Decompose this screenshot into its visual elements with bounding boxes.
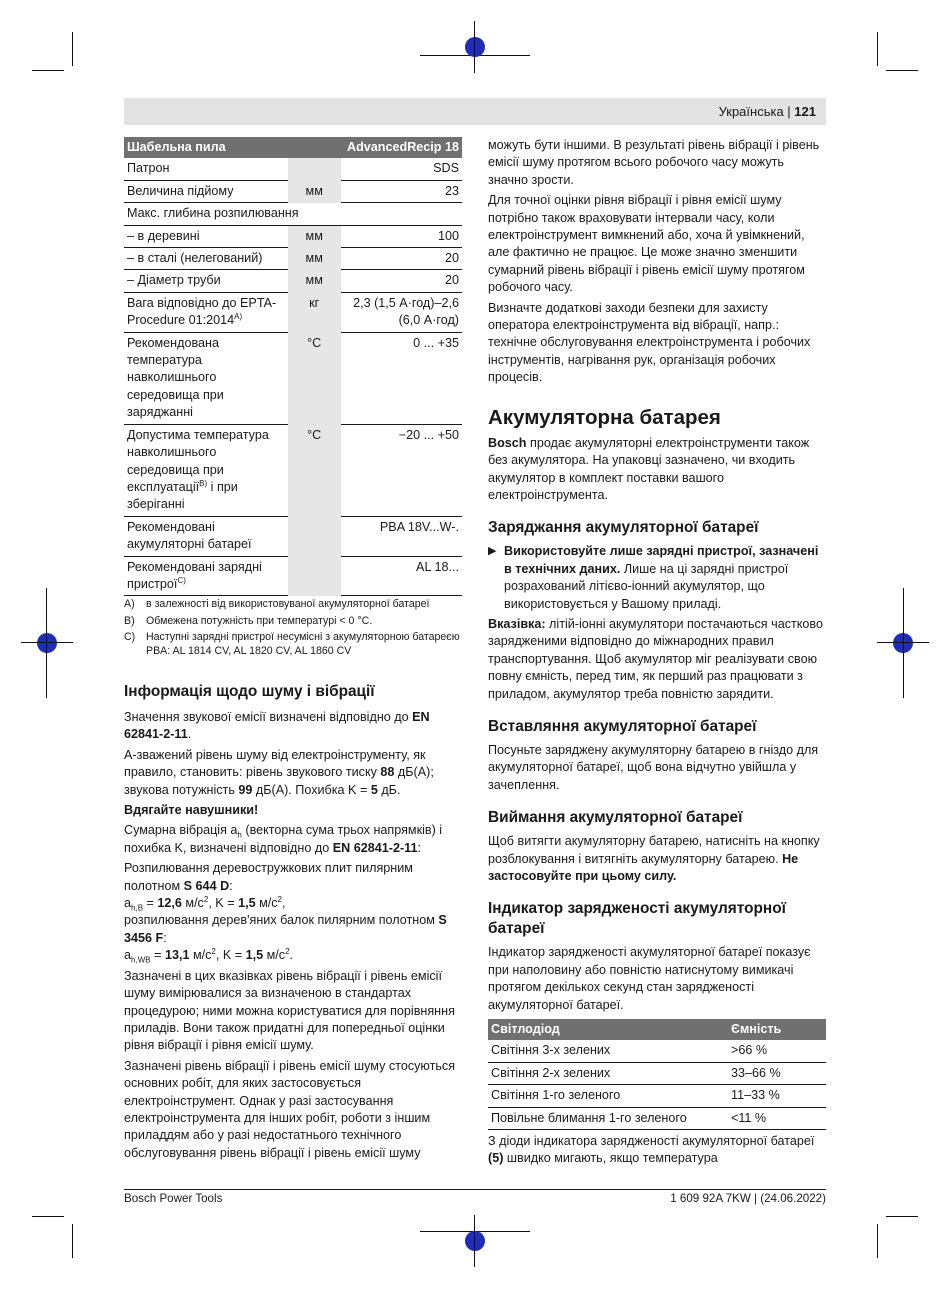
registration-mark-icon bbox=[37, 633, 57, 653]
page-header bbox=[124, 98, 826, 125]
footer-doc-id: 1 609 92A 7KW | (24.06.2022) bbox=[670, 1192, 826, 1205]
registration-line bbox=[46, 588, 47, 698]
noise-section bbox=[124, 682, 462, 1165]
table-row bbox=[488, 1040, 826, 1062]
page-number: 121 bbox=[794, 104, 816, 119]
footnote-text: в залежності від використовуваної акумуляторної батареї bbox=[146, 598, 430, 610]
spec-unit: мм bbox=[288, 248, 341, 270]
right-column bbox=[488, 137, 826, 1017]
section-heading: Виймання акумуляторної батареї bbox=[488, 809, 743, 827]
footnote bbox=[124, 615, 462, 629]
spec-label: Рекомендована температура навколишнього середовища при заряджанні bbox=[124, 332, 288, 424]
paragraph: A-зважений рівень шуму від електроінструменту, як правило, становить: рівень звукового тиску 88 дБ(A); звукова потужність 99 дБ(A). Похибка K = 5 дБ. bbox=[124, 747, 434, 797]
spec-label-text: Допустима температура навколишнього середовища при експлуатації bbox=[127, 427, 269, 494]
paragraph: Для точної оцінки рівня вібрації і рівня емісії шуму потрібно також враховувати інтервали часу, коли електроінструмент вимкнений або, хоча й увімкнений, але фактично не працює. Це може значно зменшити сумарний рівень вібрації і рівень емісії шуму протягом робочого часу. bbox=[488, 193, 805, 295]
spec-label: Рекомендовані акумуляторні батареї bbox=[124, 516, 288, 556]
spec-label: Величина підйому bbox=[124, 180, 288, 202]
footer-brand: Bosch Power Tools bbox=[124, 1192, 223, 1205]
footnote-key: C) bbox=[124, 631, 136, 644]
paragraph: Сумарна вібрація $a_h$ (векторна сума трьох напрямків) і похибка K, визначені відповідно до EN 62841-2-11: bbox=[124, 823, 443, 855]
column-header: Ємність bbox=[728, 1019, 826, 1040]
led-state: Світіння 3-х зелених bbox=[488, 1040, 728, 1062]
spec-section-label: Макс. глибина розпилювання bbox=[124, 203, 462, 225]
table-row bbox=[488, 1085, 826, 1107]
paragraph: Зазначені рівень вібрації і рівень емісії шуму стосуються основних робіт, для яких застосовується електроінструмент. Однак у разі застосування електроінструмента для інших робіт, роботи з іншим приладдям або у разі недостатнього технічного обслуговування рівень вібрації і рівень емісії шуму bbox=[124, 1058, 456, 1160]
crop-mark bbox=[877, 1224, 878, 1258]
paragraph: Визначте додаткові заходи безпеки для захисту оператора електроінструмента від вібрації, напр.: технічне обслуговування електроінструмента і робочих інструментів, нагрівання рук, організація робочих процесів. bbox=[488, 300, 811, 385]
paragraph: Індикатор зарядженості акумуляторної батареї показує при наполовину або повністю натиснутому вимикачі протягом декількох секунд стан зарядженості акумуляторної батареї. bbox=[488, 945, 811, 1012]
spec-value: 20 bbox=[341, 248, 462, 270]
spec-label: – Діаметр труби bbox=[124, 270, 288, 292]
spec-unit: мм bbox=[288, 270, 341, 292]
spec-label-text: і при зберіганні bbox=[127, 479, 238, 512]
spec-value: AL 18... bbox=[341, 556, 462, 596]
crop-mark bbox=[877, 32, 878, 66]
registration-line bbox=[903, 588, 904, 698]
spec-value: SDS bbox=[341, 158, 462, 180]
spec-label bbox=[124, 292, 288, 332]
table-row bbox=[124, 270, 462, 292]
final-paragraph bbox=[488, 1133, 826, 1171]
paragraph: Зазначені в цих вказівках рівень вібрації і рівень емісії шуму вимірювалися за визначеною в стандартах процедурою; ними можна користуватися для порівняння приладів. Вони також придатні для попередньої оцінки рівня вібрації і рівня емісії шуму. bbox=[124, 968, 455, 1053]
paragraph: Bosch продає акумуляторні електроінструменти також без акумулятора. На упаковці зазначено, чи входить акумулятор в комплект поставки вашого електроінструмента. bbox=[488, 435, 810, 502]
registration-mark-icon bbox=[465, 37, 485, 57]
paragraph: Вдягайте навушники! bbox=[124, 803, 259, 818]
capacity: 11–33 % bbox=[728, 1085, 826, 1107]
spec-label bbox=[124, 556, 288, 596]
paragraph: Розпилювання деревостружкових плит пилярним полотном S 644 D: bbox=[124, 861, 413, 893]
crop-mark bbox=[72, 32, 73, 66]
paragraph: $a_{h,B} = 12,6$ $м/с^2$, K = 1,5 $м/с^2$, bbox=[124, 894, 286, 913]
column-header: Світлодіод bbox=[488, 1019, 728, 1040]
spec-label-text: Вага відповідно до EPTA-Procedure 01:2014 bbox=[127, 295, 277, 328]
table-row bbox=[124, 203, 462, 225]
capacity: >66 % bbox=[728, 1040, 826, 1062]
spec-unit: мм bbox=[288, 180, 341, 202]
spec-unit: кг bbox=[288, 292, 341, 332]
spec-unit: мм bbox=[288, 225, 341, 247]
crop-mark bbox=[886, 70, 918, 71]
indicator-table bbox=[488, 1019, 826, 1130]
footnote-text: Обмежена потужність при температурі < 0 °C. bbox=[146, 614, 373, 627]
paragraph: розпилювання дерев'яних балок пилярним полотном S 3456 F: bbox=[124, 913, 447, 945]
header-text: Українська | 121 bbox=[718, 104, 816, 119]
table-row bbox=[124, 332, 462, 424]
led-state: Світіння 1-го зеленого bbox=[488, 1085, 728, 1107]
table-row bbox=[124, 158, 462, 180]
paragraph: Вказівка: літій-іонні акумулятори постачаються частково зарядженими відповідно до міжнародних правил транспортування. Щоб акумулятор міг реалізувати свою повну ємність, перед тим, як перший раз працювати з приладом, акумулятор треба повністю зарядити. bbox=[488, 616, 823, 701]
section-heading: Акумуляторна батарея bbox=[488, 405, 721, 429]
footnote-key: B) bbox=[124, 614, 135, 627]
capacity: <11 % bbox=[728, 1107, 826, 1129]
footnote-key: A) bbox=[124, 598, 135, 610]
paragraph: Значення звукової емісії визначені відповідно до EN 62841-2-11. bbox=[124, 710, 430, 742]
table-row bbox=[124, 292, 462, 332]
paragraph: $a_{h,WB} = 13,1$ $м/с^2$, K = 1,5 $м/с^2$. bbox=[124, 947, 294, 965]
crop-mark bbox=[72, 1224, 73, 1258]
table-row bbox=[488, 1107, 826, 1129]
footnotes bbox=[124, 598, 462, 661]
spec-unit bbox=[288, 158, 341, 180]
section-heading: Заряджання акумуляторної батареї bbox=[488, 519, 759, 537]
table-row bbox=[124, 424, 462, 516]
registration-mark-icon bbox=[465, 1231, 485, 1251]
footnote-ref: A) bbox=[234, 312, 243, 322]
footnote-ref: B) bbox=[199, 478, 208, 488]
spec-label: Патрон bbox=[124, 158, 288, 180]
spec-value: 0 ... +35 bbox=[341, 332, 462, 424]
crop-mark bbox=[32, 1216, 64, 1217]
header-language: Українська bbox=[718, 104, 784, 119]
footnote bbox=[124, 631, 462, 658]
spec-unit: °C bbox=[288, 424, 341, 516]
spec-unit: °C bbox=[288, 332, 341, 424]
list-item bbox=[488, 543, 826, 613]
led-state: Повільне блимання 1-го зеленого bbox=[488, 1107, 728, 1129]
spec-label bbox=[124, 424, 288, 516]
spec-value: 23 bbox=[341, 180, 462, 202]
section-heading: Інформація щодо шуму і вібрації bbox=[124, 683, 375, 700]
footnote-text: Наступні зарядні пристрої несумісні з акумуляторною батареєю PBA: AL 1814 CV, AL 1820 CV, AL 1860 CV bbox=[146, 631, 460, 657]
spec-value: 100 bbox=[341, 225, 462, 247]
spec-model: AdvancedRecip 18 bbox=[341, 137, 462, 158]
capacity: 33–66 % bbox=[728, 1062, 826, 1084]
paragraph: можуть бути іншими. В результаті рівень вібрації і рівень емісії шуму протягом всього робочого часу можуть значно зрости. bbox=[488, 138, 820, 187]
crop-mark bbox=[886, 1216, 918, 1217]
footnote-ref: C) bbox=[177, 575, 186, 585]
spec-value: 2,3 (1,5 А·год)–2,6 (6,0 А·год) bbox=[341, 292, 462, 332]
spec-value: −20 ... +50 bbox=[341, 424, 462, 516]
spec-table bbox=[124, 137, 462, 596]
spec-title: Шабельна пила bbox=[124, 137, 341, 158]
spec-label-text: Рекомендовані зарядні пристрої bbox=[127, 559, 262, 591]
bullet-arrow-icon: ▶ bbox=[488, 545, 497, 558]
paragraph: Посуньте заряджену акумуляторну батарею в гніздо для акумуляторної батареї, щоб вона відчутно увійшла у зачеплення. bbox=[488, 742, 819, 792]
spec-unit bbox=[288, 556, 341, 596]
table-row bbox=[124, 180, 462, 202]
crop-mark bbox=[32, 70, 64, 71]
section-heading: Вставляння акумуляторної батареї bbox=[488, 717, 757, 735]
indicator-table-header bbox=[488, 1019, 826, 1040]
spec-label: – в деревині bbox=[124, 225, 288, 247]
spec-table-header bbox=[124, 137, 462, 158]
paragraph: З діоди індикатора зарядженості акумуляторної батареї (5) швидко мигають, якщо температура bbox=[488, 1134, 815, 1166]
led-state: Світіння 2-х зелених bbox=[488, 1062, 728, 1084]
spec-unit bbox=[288, 516, 341, 556]
table-row bbox=[124, 516, 462, 556]
spec-value: PBA 18V...W-. bbox=[341, 516, 462, 556]
spec-label: – в сталі (нелегований) bbox=[124, 248, 288, 270]
bullet-text: Використовуйте лише зарядні пристрої, зазначені в технічних даних. Лише на ці зарядні пристрої розрахований літієво-іонний акумулятор, що використовується у Вашому приладі. bbox=[504, 544, 819, 611]
paragraph: Щоб витягти акумуляторну батарею, натисніть на кнопку розблокування і витягніть акумуляторну батарею. Не застосовуйте при цьому силу. bbox=[488, 834, 820, 883]
table-row bbox=[488, 1062, 826, 1084]
table-row bbox=[124, 248, 462, 270]
footnote bbox=[124, 598, 462, 612]
spec-value: 20 bbox=[341, 270, 462, 292]
table-row bbox=[124, 225, 462, 247]
section-heading: Індикатор зарядженості акумуляторної батареї bbox=[488, 900, 786, 938]
table-row bbox=[124, 556, 462, 596]
